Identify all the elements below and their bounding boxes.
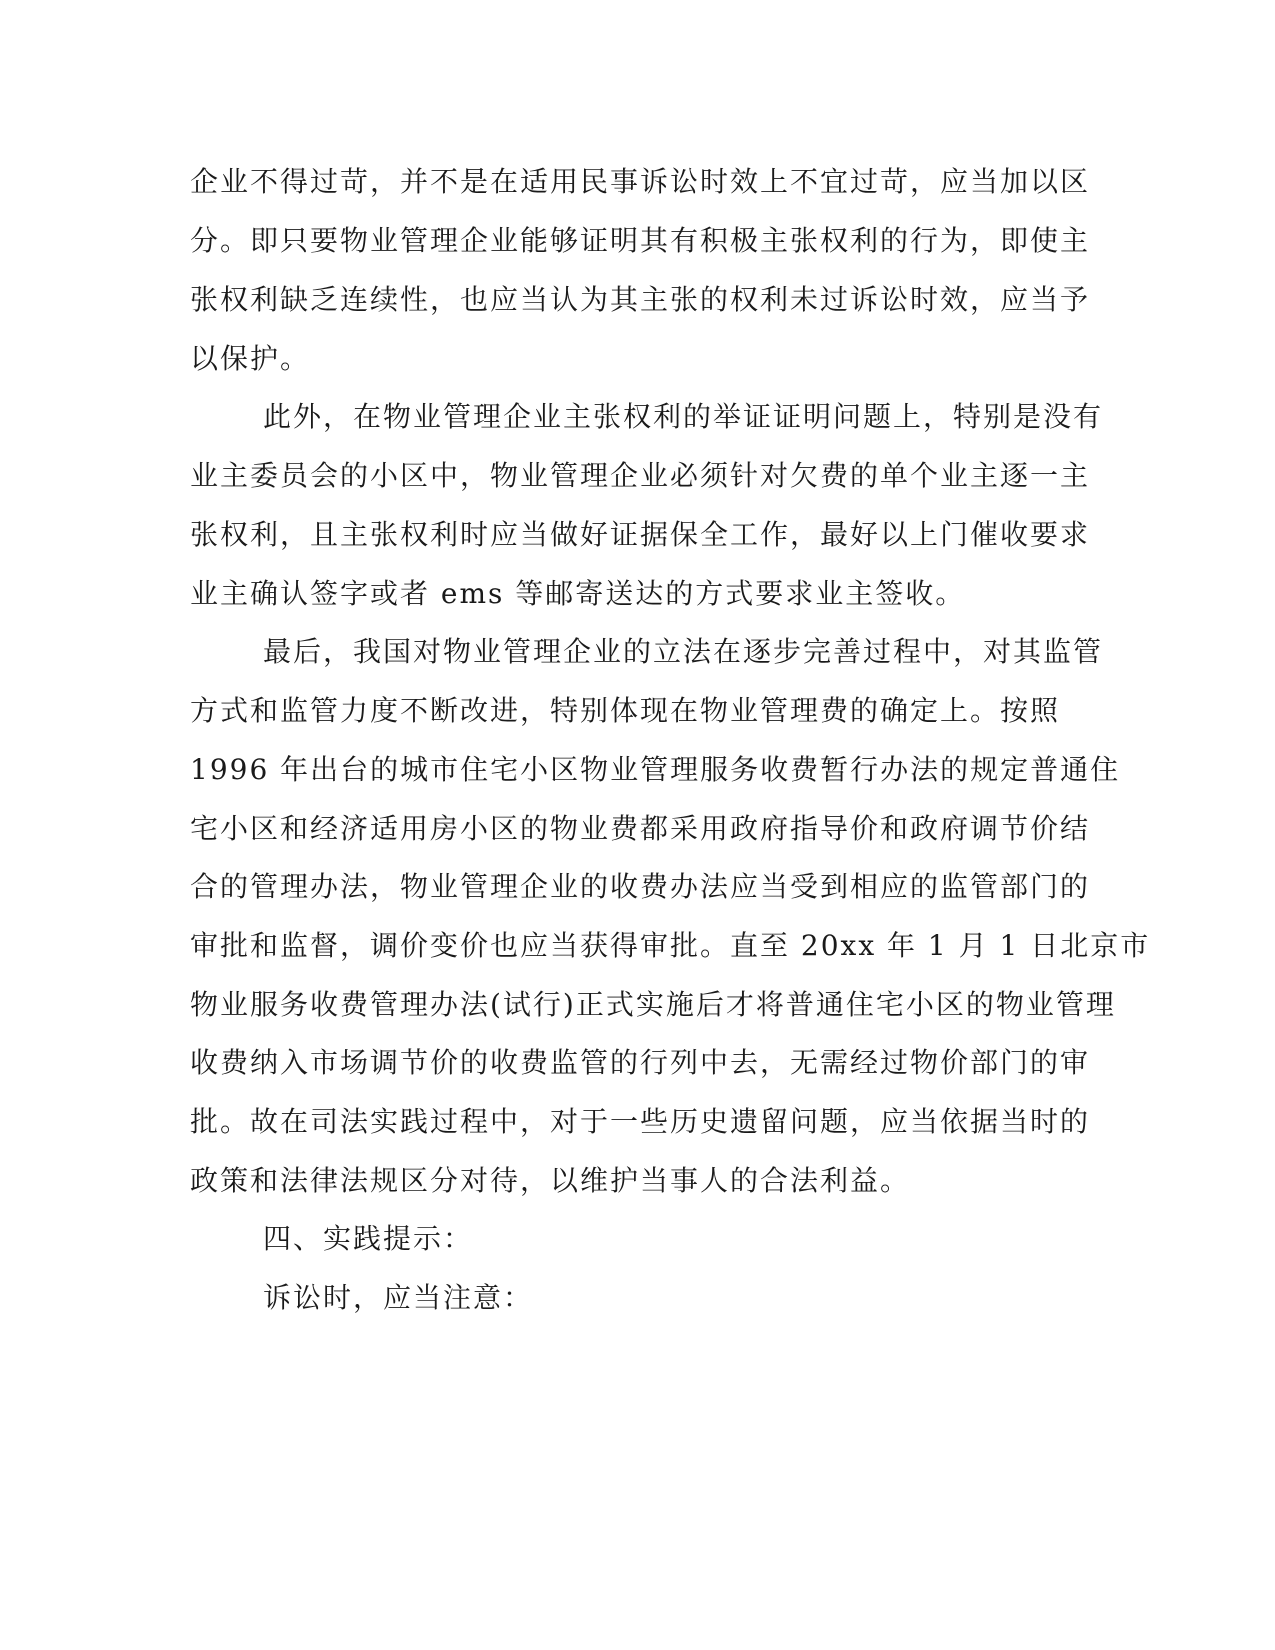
paragraph-3-line-1: 最后，我国对物业管理企业的立法在逐步完善过程中，对其监管: [263, 635, 1104, 668]
paragraph-2-line-3: 张权利，且主张权利时应当做好证据保全工作，最好以上门催收要求: [190, 518, 1091, 551]
paragraph-3-line-9: 批。故在司法实践过程中，对于一些历史遗留问题，应当依据当时的: [190, 1105, 1091, 1138]
paragraph-3-line-4: 宅小区和经济适用房小区的物业费都采用政府指导价和政府调节价结: [190, 812, 1091, 845]
paragraph-2-line-2: 业主委员会的小区中，物业管理企业必须针对欠费的单个业主逐一主: [190, 459, 1091, 492]
paragraph-3-line-6: 审批和监督，调价变价也应当获得审批。直至 20xx 年 1 月 1 日北京市: [190, 929, 1151, 962]
paragraph-3-line-10: 政策和法律法规区分对待，以维护当事人的合法利益。: [190, 1164, 911, 1197]
paragraph-2-line-1: 此外，在物业管理企业主张权利的举证证明问题上，特别是没有: [263, 400, 1104, 433]
paragraph-1-line-1: 企业不得过苛，并不是在适用民事诉讼时效上不宜过苛，应当加以区: [190, 165, 1091, 198]
paragraph-3-line-2: 方式和监管力度不断改进，特别体现在物业管理费的确定上。按照: [190, 694, 1061, 727]
paragraph-1-line-4: 以保护。: [190, 342, 311, 375]
paragraph-3-line-8: 收费纳入市场调节价的收费监管的行列中去，无需经过物价部门的审: [190, 1046, 1091, 1079]
paragraph-1-line-3: 张权利缺乏连续性，也应当认为其主张的权利未过诉讼时效，应当予: [190, 283, 1091, 316]
paragraph-2-line-4: 业主确认签字或者 ems 等邮寄送达的方式要求业主签收。: [190, 577, 966, 610]
paragraph-3-line-5: 合的管理办法，物业管理企业的收费办法应当受到相应的监管部门的: [190, 870, 1091, 903]
paragraph-3-line-3: 1996 年出台的城市住宅小区物业管理服务收费暂行办法的规定普通住: [190, 753, 1121, 786]
paragraph-3-line-7: 物业服务收费管理办法(试行)正式实施后才将普通住宅小区的物业管理: [190, 988, 1116, 1021]
paragraph-4-line-1: 诉讼时，应当注意：: [263, 1281, 534, 1314]
paragraph-1-line-2: 分。即只要物业管理企业能够证明其有积极主张权利的行为，即使主: [190, 224, 1091, 257]
section-heading: 四、实践提示：: [263, 1222, 474, 1255]
